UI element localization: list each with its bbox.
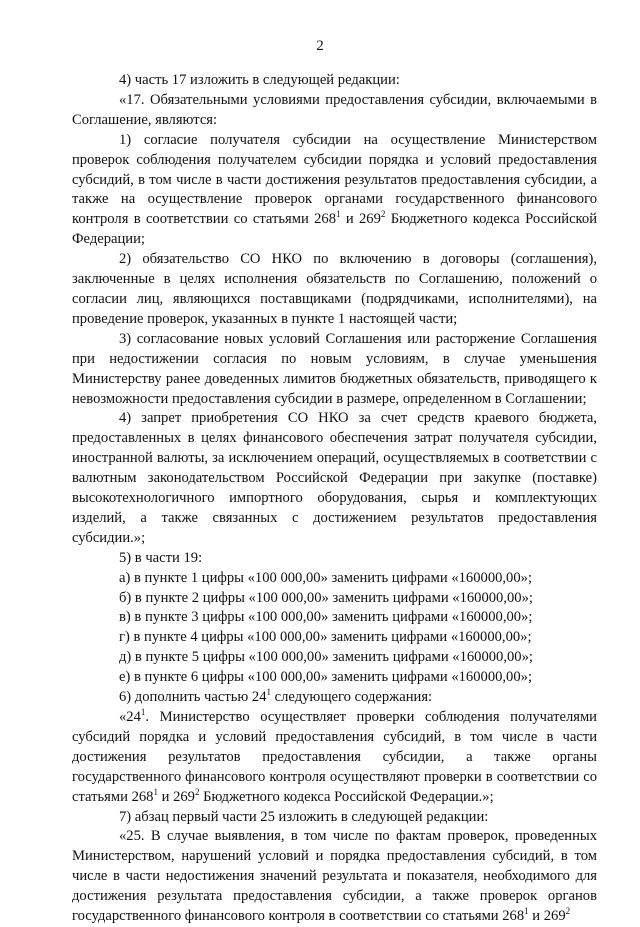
paragraph-5: 3) согласование новых условий Соглашения или расторжение Соглашения при недостижении согласия по новым условиям, в случае уменьшения Министерству ранее доведенных лимитов бюджетных обязательств, приводящего к невозможности предоставления субсидии в размере, определенном в Соглашении; — [72, 330, 597, 407]
paragraph-2: «17. Обязательными условиями предоставления субсидии, включаемыми в Соглашение, являются: — [72, 91, 597, 128]
paragraph-14: 6) дополнить частью $24^1$ следующего содержания: — [119, 687, 433, 706]
paragraph-7: 5) в части 19: — [119, 549, 203, 566]
paragraph-17: «25. В случае выявления, в том числе по фактам проверок, проведенных Министерством, нарушений условий и порядка предоставления субсидий, в том числе в части недостижения значений результата и показателя, необходимого для достижения результата предоставления субсидии, а также проверок органов государственного финансового контроля в соответствии со статьями $268^1$ и $269^2$ — [72, 828, 597, 925]
paragraph-13: е) в пункте 6 цифры «100 000,00» заменить цифрами «160000,00»; — [119, 669, 533, 686]
paragraph-3: 1) согласие получателя субсидии на осуществление Министерством проверок соблюдения получателем субсидии порядка и условий предоставления субсидий, в том числе в части достижения результатов предоставления субсидии, а также на осуществление проверок органами государственного финансового контроля в соответствии со статьями $268^1$ и $269^2$ Бюджетного кодекса Российской Федерации; — [72, 131, 598, 248]
document-body — [72, 71, 597, 927]
paragraph-11: г) в пункте 4 цифры «100 000,00» заменить цифрами «160000,00»; — [119, 629, 532, 646]
paragraph-4: 2) обязательство СО НКО по включению в договоры (соглашения), заключенные в целях исполнения обязательств по Соглашению, положений о согласии лиц, являющихся поставщиками (подрядчиками, исполнителями), на проведение проверок, указанных в пункте 1 настоящей части; — [72, 251, 597, 327]
paragraph-6: 4) запрет приобретения СО НКО за счет средств краевого бюджета, предоставленных в целях финансового обеспечения затрат получателя субсидии, иностранной валюты, за исключением операций, осуществляемых в соответствии с валютным законодательством Российской Федерации при закупке (поставке) высокотехнологичного импортного оборудования, сырья и комплектующих изделий, а также связанных с достижением результатов предоставления субсидии.»; — [72, 410, 597, 546]
paragraph-10: в) в пункте 3 цифры «100 000,00» заменить цифрами «160000,00»; — [119, 609, 533, 626]
paragraph-1: 4) часть 17 изложить в следующей редакции: — [119, 72, 400, 88]
paragraph-15: «$24^1$. Министерство осуществляет проверки соблюдения получателями субсидий порядка и условий предоставления субсидий, в том числе в части достижения результатов предоставления субсидии, а также органы государственного финансового контроля осуществляют проверки в соответствии со статьями $268^1$ и $269^2$ Бюджетного кодекса Российской Федерации.»; — [72, 707, 597, 805]
paragraph-9: б) в пункте 2 цифры «100 000,00» заменить цифрами «160000,00»; — [119, 589, 533, 606]
paragraph-12: д) в пункте 5 цифры «100 000,00» заменить цифрами «160000,00»; — [119, 649, 533, 666]
paragraph-8: а) в пункте 1 цифры «100 000,00» заменить цифрами «160000,00»; — [119, 569, 533, 586]
paragraph-16: 7) абзац первый части 25 изложить в следующей редакции: — [119, 808, 489, 825]
page-number: 2 — [316, 38, 324, 54]
